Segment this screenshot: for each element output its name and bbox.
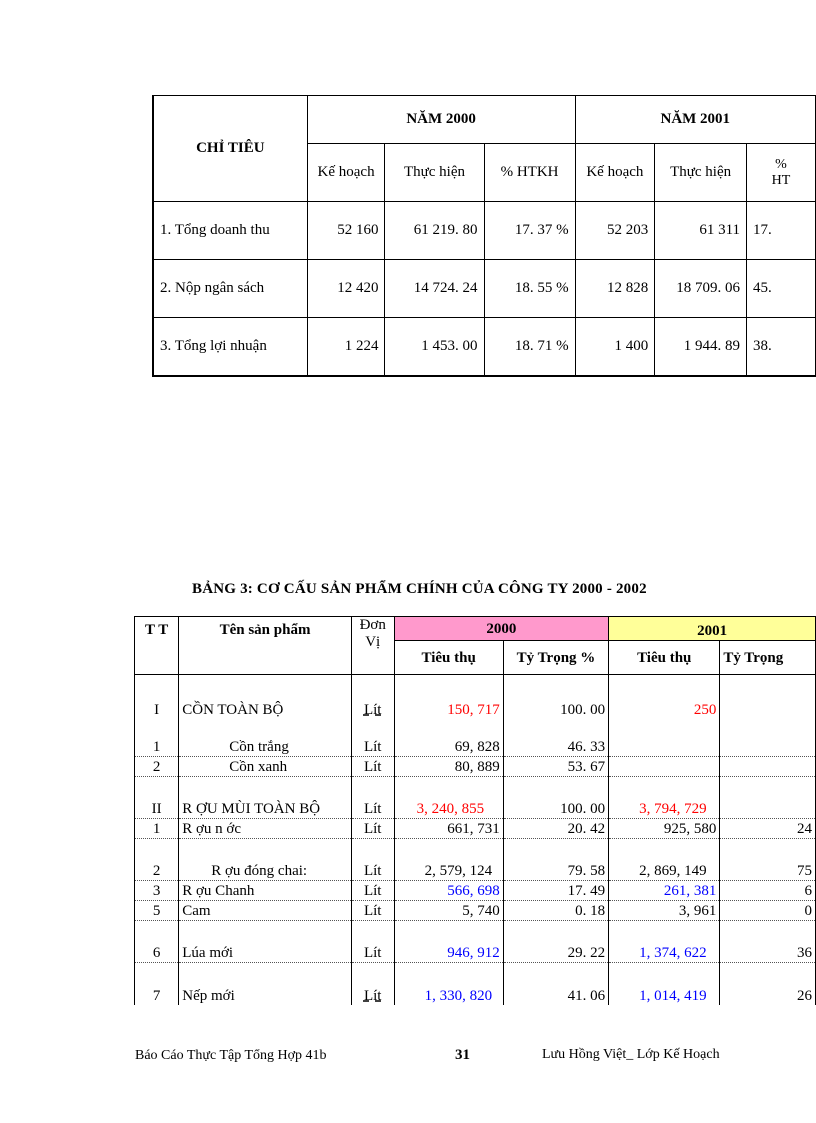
thuc-hien-header-2001: Thực hiện: [655, 144, 747, 202]
ty-trong-header-2001: Tỷ Trọng: [720, 641, 816, 675]
table-row: 1 R ợu n ớc Lít 661, 731 20. 42 925, 580 24: [135, 819, 816, 839]
table1-row: 2. Nộp ngân sách 12 420 14 724. 24 18. 55 % 12 828 18 709. 06 45.: [153, 260, 816, 318]
footer-right: Lưu Hồng Việt_ Lớp Kế Hoạch: [542, 1047, 720, 1062]
table1-row: 3. Tổng lợi nhuận 1 224 1 453. 00 18. 71 % 1 400 1 944. 89 38.: [153, 318, 816, 376]
table-row: 2 Cồn xanh Lít 80, 889 53. 67: [135, 757, 816, 777]
table-row: 7 Nếp mới Lít 1, 330, 820 41. 06 1, 014, 419 26: [135, 963, 816, 1005]
table2-section: [0, 600, 816, 1020]
tieu-thu-header-2001: Tiêu thụ: [609, 641, 720, 675]
tt-header: T T: [135, 617, 179, 675]
year-2000-header: NĂM 2000: [307, 96, 575, 144]
table1: [152, 95, 816, 377]
year-2001-header: NĂM 2001: [575, 96, 815, 144]
page-number: 31: [455, 1047, 470, 1063]
table-row: 3 R ợu Chanh Lít 566, 698 17. 49 261, 381 6: [135, 881, 816, 901]
htkh-header: % HTKH: [484, 144, 575, 202]
ten-san-pham-header: Tên sản phẩm: [179, 617, 352, 675]
ty-trong-header: Tỷ Trọng %: [503, 641, 608, 675]
table-row: 6 Lúa mới Lít 946, 912 29. 22 1, 374, 622 36: [135, 921, 816, 963]
don-vi-header: Đơn Vị: [351, 617, 394, 675]
table-row: I CỒN TOÀN BỘ Lít 150, 717 100. 00 250: [135, 675, 816, 719]
table2: [134, 616, 816, 1005]
table1-section: [0, 0, 816, 400]
year-2000-header: 2000: [394, 617, 609, 641]
year-2001-header: 2001: [609, 617, 816, 641]
table1-row: 1. Tổng doanh thu 52 160 61 219. 80 17. 37 % 52 203 61 311 17.: [153, 202, 816, 260]
ke-hoach-header-2001: Kế hoạch: [575, 144, 655, 202]
chi-tieu-header: CHỈ TIÊU: [153, 96, 307, 202]
table2-title: BẢNG 3: CƠ CẤU SẢN PHẨM CHÍNH CỦA CÔNG TY 2000 - 2002: [192, 581, 647, 597]
tieu-thu-header: Tiêu thụ: [394, 641, 503, 675]
ke-hoach-header: Kế hoạch: [307, 144, 385, 202]
footer-left: Báo Cáo Thực Tập Tổng Hợp 41b: [135, 1048, 327, 1063]
table-row: II R ỢU MÙI TOÀN BỘ Lít 3, 240, 855 100. 00 3, 794, 729: [135, 777, 816, 819]
table-row: 1 Cồn trắng Lít 69, 828 46. 33: [135, 719, 816, 757]
thuc-hien-header: Thực hiện: [385, 144, 484, 202]
htkh-header-2001: % HT: [747, 144, 816, 202]
table-row: 5 Cam Lít 5, 740 0. 18 3, 961 0: [135, 901, 816, 921]
table-row: 2 R ợu đóng chai: Lít 2, 579, 124 79. 58 2, 869, 149 75: [135, 839, 816, 881]
